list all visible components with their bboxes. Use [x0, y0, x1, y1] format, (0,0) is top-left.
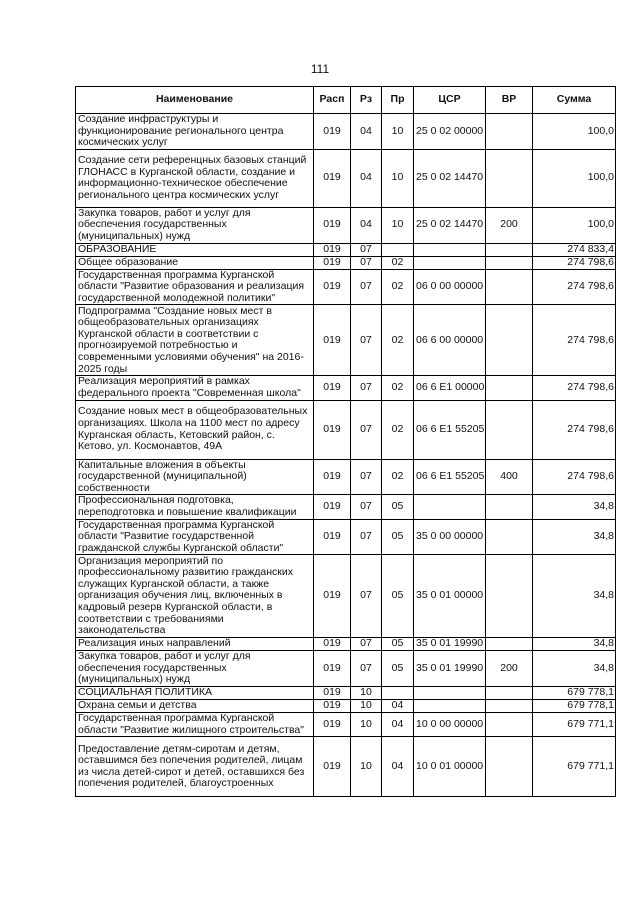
row-csr: 06 6 E1 55205 — [414, 400, 486, 459]
row-sum: 100,0 — [533, 207, 616, 243]
row-csr — [414, 256, 486, 269]
row-rz: 07 — [351, 555, 382, 638]
row-vr — [486, 495, 533, 519]
row-vr — [486, 519, 533, 555]
row-vr — [486, 638, 533, 651]
row-name: Реализация мероприятий в рамках федерального проекта "Современная школа" — [76, 376, 314, 400]
row-pr: 04 — [382, 737, 414, 797]
row-pr: 02 — [382, 459, 414, 495]
row-rz: 07 — [351, 256, 382, 269]
row-vr — [486, 305, 533, 376]
row-rz: 04 — [351, 114, 382, 150]
row-vr: 400 — [486, 459, 533, 495]
row-sum: 274 798,6 — [533, 400, 616, 459]
row-rz: 10 — [351, 687, 382, 700]
row-name: Организация мероприятий по профессиональному развитию гражданских служащих Курганской области, а также организация обучения лиц, включенных в кадровый резерв Курганской области, в соответствии с требованиями законодательства — [76, 555, 314, 638]
table-header-row — [76, 87, 616, 114]
header-csr: ЦСР — [414, 87, 486, 114]
row-rasp: 019 — [314, 495, 351, 519]
row-rz: 07 — [351, 651, 382, 687]
row-sum: 100,0 — [533, 149, 616, 207]
row-pr: 02 — [382, 269, 414, 305]
row-rasp: 019 — [314, 459, 351, 495]
row-rz: 10 — [351, 713, 382, 737]
row-rasp: 019 — [314, 519, 351, 555]
row-pr: 05 — [382, 495, 414, 519]
row-csr: 06 6 E1 00000 — [414, 376, 486, 400]
table-row — [76, 256, 616, 269]
row-name: СОЦИАЛЬНАЯ ПОЛИТИКА — [76, 687, 314, 700]
table-row — [76, 459, 616, 495]
row-sum: 274 833,4 — [533, 243, 616, 256]
row-name: Реализация иных направлений — [76, 638, 314, 651]
row-sum: 679 771,1 — [533, 713, 616, 737]
row-name: Закупка товаров, работ и услуг для обеспечения государственных (муниципальных) нужд — [76, 651, 314, 687]
budget-table — [75, 86, 616, 797]
row-pr: 02 — [382, 305, 414, 376]
row-vr — [486, 149, 533, 207]
row-name: Государственная программа Курганской области "Развитие государственной гражданской службы Курганской области" — [76, 519, 314, 555]
row-sum: 34,8 — [533, 555, 616, 638]
row-vr — [486, 713, 533, 737]
table-row — [76, 207, 616, 243]
row-name: Подпрограмма "Создание новых мест в общеобразовательных организациях Курганской области в соответствии с прогнозируемой потребностью и современными условиями обучения" на 2016-2025 годы — [76, 305, 314, 376]
table-row — [76, 114, 616, 150]
table-row — [76, 400, 616, 459]
row-csr — [414, 243, 486, 256]
row-rasp: 019 — [314, 149, 351, 207]
header-rasp: Расп — [314, 87, 351, 114]
row-name: Капитальные вложения в объекты государственной (муниципальной) собственности — [76, 459, 314, 495]
row-rasp: 019 — [314, 555, 351, 638]
row-pr: 10 — [382, 207, 414, 243]
row-name: Общее образование — [76, 256, 314, 269]
row-rasp: 019 — [314, 376, 351, 400]
row-csr: 25 0 02 14470 — [414, 207, 486, 243]
row-sum: 274 798,6 — [533, 459, 616, 495]
row-sum: 274 798,6 — [533, 305, 616, 376]
row-sum: 100,0 — [533, 114, 616, 150]
row-csr: 25 0 02 14470 — [414, 149, 486, 207]
row-csr: 25 0 02 00000 — [414, 114, 486, 150]
row-csr: 06 0 00 00000 — [414, 269, 486, 305]
row-rz: 07 — [351, 400, 382, 459]
row-rasp: 019 — [314, 305, 351, 376]
row-sum: 274 798,6 — [533, 376, 616, 400]
row-vr — [486, 114, 533, 150]
row-name: Создание новых мест в общеобразовательных организациях. Школа на 1100 мест по адресу Курганская область, Кетовский район, с. Кетово, ул. Космонавтов, 49А — [76, 400, 314, 459]
row-name: Профессиональная подготовка, переподготовка и повышение квалификации — [76, 495, 314, 519]
row-csr: 35 0 01 19990 — [414, 638, 486, 651]
table-row — [76, 519, 616, 555]
row-rasp: 019 — [314, 737, 351, 797]
row-rz: 07 — [351, 495, 382, 519]
row-sum: 34,8 — [533, 495, 616, 519]
row-csr: 35 0 01 00000 — [414, 555, 486, 638]
table-row — [76, 638, 616, 651]
row-name: Государственная программа Курганской области "Развитие жилищного строительства" — [76, 713, 314, 737]
row-pr: 05 — [382, 555, 414, 638]
row-csr: 35 0 01 19990 — [414, 651, 486, 687]
row-vr — [486, 700, 533, 713]
row-sum: 679 778,1 — [533, 700, 616, 713]
table-row — [76, 305, 616, 376]
row-sum: 679 771,1 — [533, 737, 616, 797]
row-vr: 200 — [486, 207, 533, 243]
header-pr: Пр — [382, 87, 414, 114]
row-rz: 04 — [351, 149, 382, 207]
row-name: Создание сети референцных базовых станций ГЛОНАСС в Курганской области, создание и информационно-техническое обеспечение регионального центра космических услуг — [76, 149, 314, 207]
row-sum: 274 798,6 — [533, 269, 616, 305]
row-pr: 10 — [382, 114, 414, 150]
row-rasp: 019 — [314, 114, 351, 150]
row-name: ОБРАЗОВАНИЕ — [76, 243, 314, 256]
row-pr: 05 — [382, 651, 414, 687]
row-vr — [486, 737, 533, 797]
row-vr: 200 — [486, 651, 533, 687]
row-rz: 10 — [351, 700, 382, 713]
row-rz: 07 — [351, 269, 382, 305]
row-pr: 05 — [382, 519, 414, 555]
row-rz: 07 — [351, 459, 382, 495]
row-rz: 07 — [351, 519, 382, 555]
row-name: Охрана семьи и детства — [76, 700, 314, 713]
row-csr: 10 0 00 00000 — [414, 713, 486, 737]
table-row — [76, 555, 616, 638]
row-pr — [382, 243, 414, 256]
row-rasp: 019 — [314, 400, 351, 459]
row-rasp: 019 — [314, 243, 351, 256]
row-csr: 06 6 00 00000 — [414, 305, 486, 376]
row-rasp: 019 — [314, 269, 351, 305]
header-sum: Сумма — [533, 87, 616, 114]
row-sum: 274 798,6 — [533, 256, 616, 269]
page-number: 111 — [310, 62, 330, 76]
row-name: Создание инфраструктуры и функционирование регионального центра космических услуг — [76, 114, 314, 150]
row-csr: 35 0 00 00000 — [414, 519, 486, 555]
row-csr — [414, 495, 486, 519]
row-pr: 02 — [382, 256, 414, 269]
table-row — [76, 713, 616, 737]
row-rasp: 019 — [314, 207, 351, 243]
row-pr: 02 — [382, 376, 414, 400]
header-rz: Рз — [351, 87, 382, 114]
row-rz: 07 — [351, 243, 382, 256]
row-sum: 34,8 — [533, 651, 616, 687]
table-body — [76, 114, 616, 797]
header-vr: ВР — [486, 87, 533, 114]
row-rz: 07 — [351, 638, 382, 651]
row-pr: 04 — [382, 713, 414, 737]
row-vr — [486, 256, 533, 269]
row-vr — [486, 243, 533, 256]
table-row — [76, 737, 616, 797]
table-row — [76, 376, 616, 400]
row-pr: 02 — [382, 400, 414, 459]
table-row — [76, 269, 616, 305]
row-vr — [486, 269, 533, 305]
row-csr: 06 6 E1 55205 — [414, 459, 486, 495]
table-row — [76, 495, 616, 519]
row-rasp: 019 — [314, 256, 351, 269]
row-csr — [414, 687, 486, 700]
table-row — [76, 687, 616, 700]
row-csr: 10 0 01 00000 — [414, 737, 486, 797]
row-rz: 10 — [351, 737, 382, 797]
row-sum: 679 778,1 — [533, 687, 616, 700]
row-rz: 07 — [351, 305, 382, 376]
row-name: Государственная программа Курганской области "Развитие образования и реализация государственной молодежной политики" — [76, 269, 314, 305]
table-row — [76, 651, 616, 687]
row-csr — [414, 700, 486, 713]
row-sum: 34,8 — [533, 638, 616, 651]
row-pr: 04 — [382, 700, 414, 713]
row-vr — [486, 376, 533, 400]
row-pr: 05 — [382, 638, 414, 651]
row-pr: 10 — [382, 149, 414, 207]
table-row — [76, 243, 616, 256]
row-sum: 34,8 — [533, 519, 616, 555]
table-row — [76, 700, 616, 713]
row-pr — [382, 687, 414, 700]
table-row — [76, 149, 616, 207]
row-rz: 04 — [351, 207, 382, 243]
row-vr — [486, 555, 533, 638]
row-rasp: 019 — [314, 687, 351, 700]
row-vr — [486, 687, 533, 700]
row-vr — [486, 400, 533, 459]
header-name: Наименование — [76, 87, 314, 114]
row-rz: 07 — [351, 376, 382, 400]
row-rasp: 019 — [314, 713, 351, 737]
row-rasp: 019 — [314, 651, 351, 687]
row-rasp: 019 — [314, 700, 351, 713]
row-name: Закупка товаров, работ и услуг для обеспечения государственных (муниципальных) нужд — [76, 207, 314, 243]
row-name: Предоставление детям-сиротам и детям, оставшимся без попечения родителей, лицам из числа детей-сирот и детей, оставшихся без попечения родителей, благоустроенных — [76, 737, 314, 797]
row-rasp: 019 — [314, 638, 351, 651]
